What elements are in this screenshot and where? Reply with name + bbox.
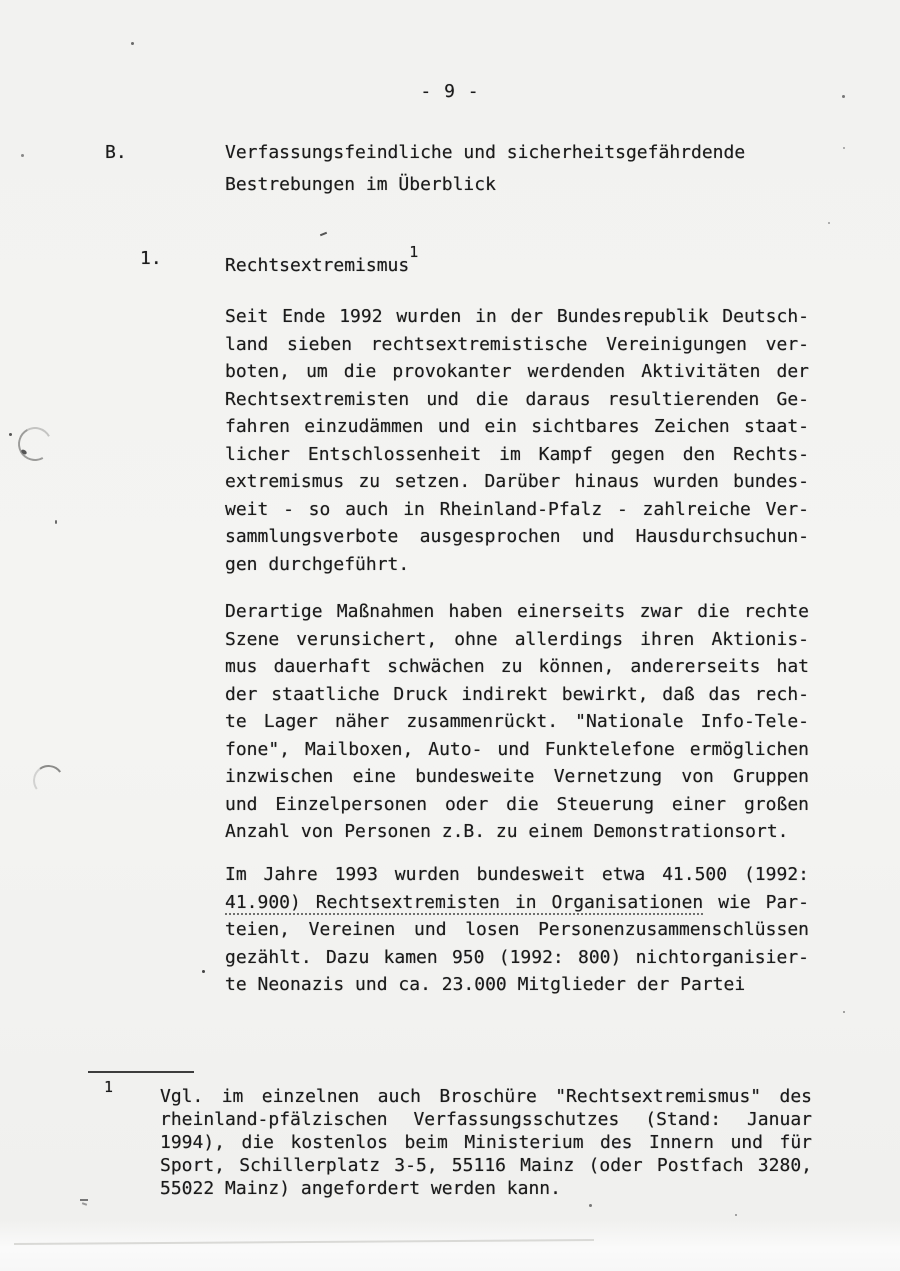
scan-speck: [842, 95, 845, 98]
footnote-separator-rule: [88, 1071, 194, 1073]
body-paragraph-3: [225, 861, 809, 999]
footnote-marker-number: 1: [104, 1078, 114, 1096]
scan-speck: [828, 222, 830, 224]
body-text-line: sammlungsverbote ausgesprochen und Hausdurchsuchun-: [225, 526, 809, 547]
underlined-text: 41.900) Rechtsextremisten in Organisationen: [225, 891, 704, 913]
footnote-text: [160, 1085, 812, 1200]
footnote-text-line: 55022 Mainz) angefordert werden kann.: [160, 1178, 561, 1199]
scan-speck: [9, 433, 12, 436]
subsection-title-text: Rechtsextremismus: [225, 255, 410, 276]
body-text-line: der staatliche Druck indirekt bewirkt, daß das rech-: [225, 683, 809, 705]
subsection-title: [225, 243, 419, 278]
body-text-line: extremismus zu setzen. Darüber hinaus wurden bundes-: [225, 471, 809, 492]
scan-speck: [21, 154, 24, 157]
body-text-line: boten, um die provokanter werdenden Aktivitäten der: [225, 361, 809, 382]
body-text-line: Anzahl von Personen z.B. zu einem Demonstrationsort.: [225, 821, 789, 842]
section-heading-line-2: Bestrebungen im Überblick: [225, 174, 496, 195]
scan-speck: [843, 147, 845, 149]
footnote-reference: 1: [409, 243, 419, 261]
body-text-line: licher Entschlossenheit im Kampf gegen den Rechts-: [225, 443, 809, 465]
body-text-line: inzwischen eine bundesweite Vernetzung von Gruppen: [225, 766, 809, 787]
scan-dash-mark: [320, 232, 327, 236]
punch-hole-mark: [14, 423, 56, 465]
section-label-b: B.: [105, 142, 127, 163]
scan-dash-mark: [80, 1199, 88, 1201]
paper-edge-line: [14, 1239, 594, 1245]
footnote-text-line: rheinland-pfälzischen Verfassungsschutzes (Stand: Januar: [160, 1109, 812, 1130]
scan-speck: [843, 1011, 845, 1013]
footnote-text-line: Sport, Schillerplatz 3-5, 55116 Mainz (oder Postfach 3280,: [160, 1155, 812, 1176]
footnote-text-line: 1994), die kostenlos beim Ministerium des Innern und für: [160, 1132, 812, 1153]
scan-speck: [735, 1214, 737, 1216]
subsection-label-1: 1.: [140, 248, 162, 269]
body-text-line: land sieben rechtsextremistische Vereinigungen ver-: [225, 333, 809, 355]
footnote-text-line: Vgl. im einzelnen auch Broschüre "Rechtsextremismus" des: [160, 1086, 812, 1107]
body-text-line: Im Jahre 1993 wurden bundesweit etwa 41.500 (1992:: [225, 864, 809, 885]
section-heading: [225, 137, 825, 201]
body-text-line: weit - so auch in Rheinland-Pfalz - zahlreiche Ver-: [225, 498, 809, 520]
body-text-line: Szene verunsichert, ohne allerdings ihren Aktionis-: [225, 628, 809, 650]
body-text-line: te Neonazis und ca. 23.000 Mitglieder der Partei: [225, 974, 746, 995]
body-text-line: und Einzelpersonen oder die Steuerung einer großen: [225, 793, 809, 815]
punch-hole-mark: [31, 763, 66, 798]
scan-speck: [55, 520, 57, 524]
body-text-line: gen durchgeführt.: [225, 553, 410, 575]
scan-speck: [589, 1204, 592, 1207]
body-text-line: fahren einzudämmen und ein sichtbares Zeichen staat-: [225, 416, 809, 437]
footnote-marker: [104, 1078, 114, 1106]
body-text-line: Seit Ende 1992 wurden in der Bundesrepublik Deutsch-: [225, 306, 809, 327]
body-text-line: gezählt. Dazu kamen 950 (1992: 800) nichtorganisier-: [225, 946, 809, 968]
section-heading-line-1: Verfassungsfeindliche und sicherheitsgefährdende: [225, 142, 746, 163]
scan-dash-mark: [82, 1202, 87, 1206]
body-paragraph-1: [225, 303, 809, 578]
body-text-line: Derartige Maßnahmen haben einerseits zwar die rechte: [225, 601, 809, 622]
body-text-line: teien, Vereinen und losen Personenzusammenschlüssen: [225, 919, 809, 940]
page-number: - 9 -: [420, 81, 480, 102]
body-text-line: 41.900) Rechtsextremisten in Organisationen wie Par-: [225, 891, 809, 913]
body-text-line: te Lager näher zusammenrückt. "Nationale Info-Tele-: [225, 711, 809, 732]
body-text-line: fone", Mailboxen, Auto- und Funktelefone ermöglichen: [225, 738, 809, 760]
body-paragraph-2: [225, 598, 809, 846]
scan-speck: [202, 970, 205, 973]
scan-speck: [131, 42, 134, 45]
body-text-line: mus dauerhaft schwächen zu können, andererseits hat: [225, 656, 809, 677]
body-text-line: Rechtsextremisten und die daraus resultierenden Ge-: [225, 388, 809, 410]
